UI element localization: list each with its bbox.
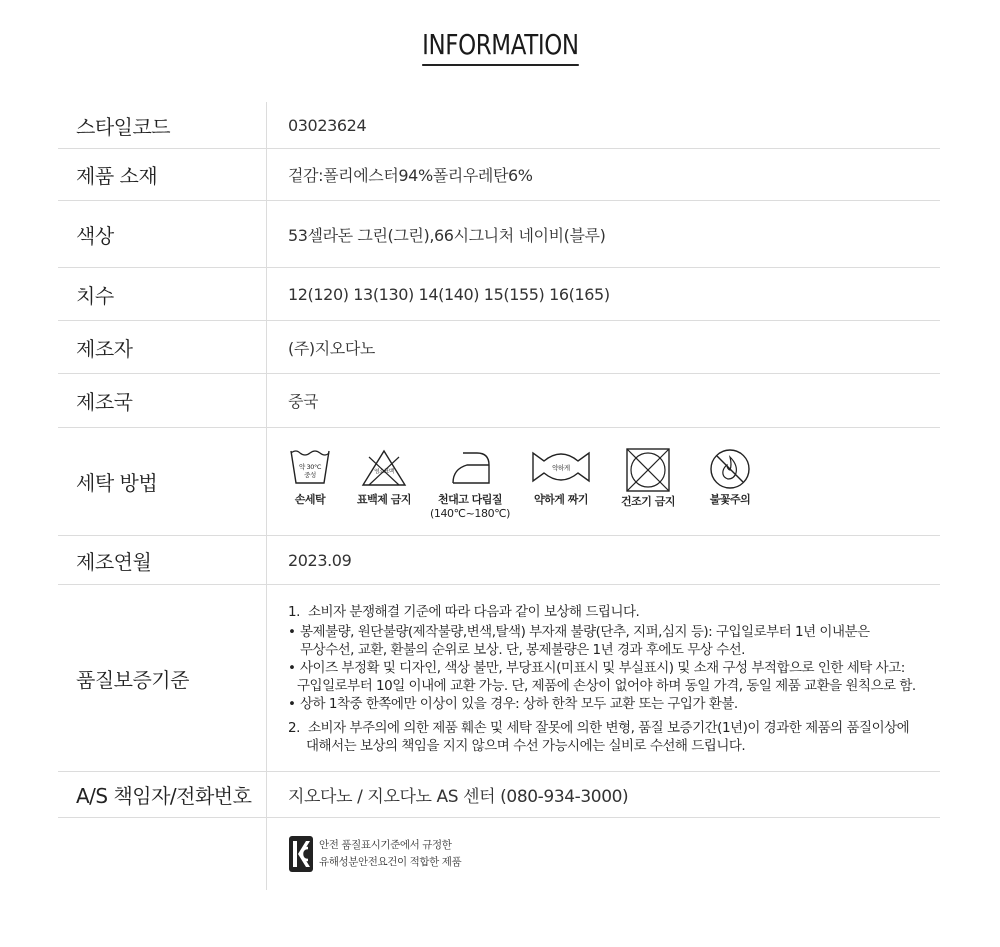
keep-away-fire-icon (708, 447, 752, 491)
hand-wash-neutral: 중성 (304, 470, 316, 479)
wash-icons (288, 447, 758, 521)
value-color: 53셀라돈 그린(그린),66시그니처 네이비(블루) (288, 225, 606, 245)
quality-bullet-2-line1: 사이즈 부정확 및 디자인, 색상 불만, 부당표시(미표시 및 부실표시) 및 소재 구성 부적합으로 인한 세탁 사고: (300, 660, 905, 676)
info-table (58, 102, 940, 890)
label-manufacturer: 제조자 (58, 321, 267, 373)
label-date: 제조연월 (58, 536, 267, 584)
wash-item-gentle-wring (530, 447, 592, 507)
kc-mark (288, 835, 461, 873)
quality-bullets (288, 623, 916, 713)
page-title: INFORMATION (422, 28, 578, 66)
value-quality (267, 585, 940, 771)
iron-icon (445, 447, 495, 487)
wash-label-no-bleach: 표백제 금지 (357, 492, 411, 506)
quality-item-2-line1: 소비자 부주의에 의한 제품 훼손 및 세탁 잘못에 의한 변형, 품질 보증기간(1년)이 경과한 제품의 품질이상에 (308, 720, 910, 736)
hand-wash-temp: 약 30°C (298, 462, 322, 471)
quality-item-1 (288, 603, 916, 621)
bullet-dot: • (288, 624, 296, 640)
quality-bullet-2-line2: 구입일로부터 10일 이내에 교환 가능. 단, 제품에 손상이 없어야 하며 동일 가격, 동일 제품 교환을 원칙으로 함. (297, 678, 916, 694)
wash-item-no-tumble-dry (616, 447, 680, 509)
row-size (58, 268, 940, 321)
wash-item-no-bleach (354, 447, 414, 507)
value-kc (267, 818, 940, 890)
label-country: 제조국 (58, 374, 267, 427)
row-color (58, 201, 940, 268)
quality-bullet-3-line1: 상하 1착중 한쪽에만 이상이 있을 경우: 상하 한착 모두 교환 또는 구입가 환불. (300, 696, 738, 712)
quality-item-2-num: 2. (288, 720, 300, 736)
label-size: 치수 (58, 268, 267, 320)
wash-label-hand-wash: 손세탁 (294, 492, 326, 506)
no-bleach-icon (359, 447, 409, 487)
value-material: 겉감:폴리에스터94%폴리우레탄6% (288, 166, 533, 185)
row-as (58, 772, 940, 818)
label-quality: 품질보증기준 (58, 585, 267, 771)
label-kc-empty (58, 818, 267, 890)
value-as: 지오다노 / 지오다노 AS 센터 (080-934-3000) (288, 787, 629, 807)
gentle-wring-icon (530, 447, 592, 487)
value-size: 12(120) 13(130) 14(140) 15(155) 16(165) (288, 284, 610, 304)
bullet-dot: • (288, 696, 296, 712)
no-tumble-dry-icon (625, 447, 671, 493)
quality-text (288, 601, 916, 755)
hand-wash-30-icon (288, 447, 332, 487)
quality-bullet (288, 623, 916, 641)
title-wrap (0, 28, 1000, 66)
quality-bullet-1-line1: 봉제불량, 원단불량(제작불량,변색,탈색) 부자재 불량(단추, 지퍼,심지 등): 구입일로부터 1년 이내분은 (300, 624, 870, 640)
quality-bullet (288, 659, 916, 677)
wash-item-hand-wash (288, 447, 332, 507)
value-style-code: 03023624 (288, 115, 367, 135)
wash-sub-iron: (140℃~180℃) (429, 506, 511, 520)
wash-label-keep-away-fire: 불꽃주의 (709, 492, 751, 506)
row-wash (58, 428, 940, 536)
wash-label-gentle-wring: 약하게 짜기 (534, 492, 588, 506)
quality-item-1-num: 1. (288, 604, 300, 620)
row-date (58, 536, 940, 585)
no-bleach-text: 염소표백 (374, 468, 394, 475)
label-material: 제품 소재 (58, 149, 267, 200)
row-style-code (58, 102, 940, 149)
value-date: 2023.09 (288, 550, 352, 570)
value-wash (267, 428, 940, 535)
kc-text (319, 837, 461, 871)
label-color: 색상 (58, 201, 267, 267)
quality-bullet (288, 695, 916, 713)
kc-text-line2: 유해성분안전요건이 적합한 제품 (319, 856, 462, 868)
quality-item-2 (288, 719, 916, 737)
label-style-code: 스타일코드 (58, 102, 267, 148)
quality-item-1-text: 소비자 분쟁해결 기준에 따라 다음과 같이 보상해 드립니다. (308, 604, 640, 620)
bullet-dot: • (288, 660, 296, 676)
label-as: A/S 책임자/전화번호 (58, 772, 267, 817)
value-country: 중국 (288, 392, 319, 411)
row-manufacturer (58, 321, 940, 374)
kc-text-line1: 안전 품질표시기준에서 규정한 (319, 839, 452, 851)
wash-item-keep-away-fire (702, 447, 758, 507)
wash-label-iron: 천대고 다림질 (437, 492, 503, 506)
wash-item-iron (430, 447, 510, 521)
wash-label-no-tumble-dry: 건조기 금지 (621, 494, 675, 508)
quality-bullet-1-line2: 무상수선, 교환, 환불의 순위로 보상. 단, 봉제불량은 1년 경과 후에도 무상 수선. (300, 642, 745, 658)
row-material (58, 149, 940, 201)
quality-item-2-line2: 대해서는 보상의 책임을 지지 않으며 수선 가능시에는 실비로 수선해 드립니다. (306, 738, 746, 754)
label-wash: 세탁 방법 (58, 428, 267, 535)
kc-logo-icon (288, 835, 314, 873)
value-manufacturer: (주)지오다노 (288, 338, 375, 358)
row-country (58, 374, 940, 428)
row-kc (58, 818, 940, 890)
gentle-wring-text: 약하게 (552, 463, 570, 472)
row-quality (58, 585, 940, 772)
